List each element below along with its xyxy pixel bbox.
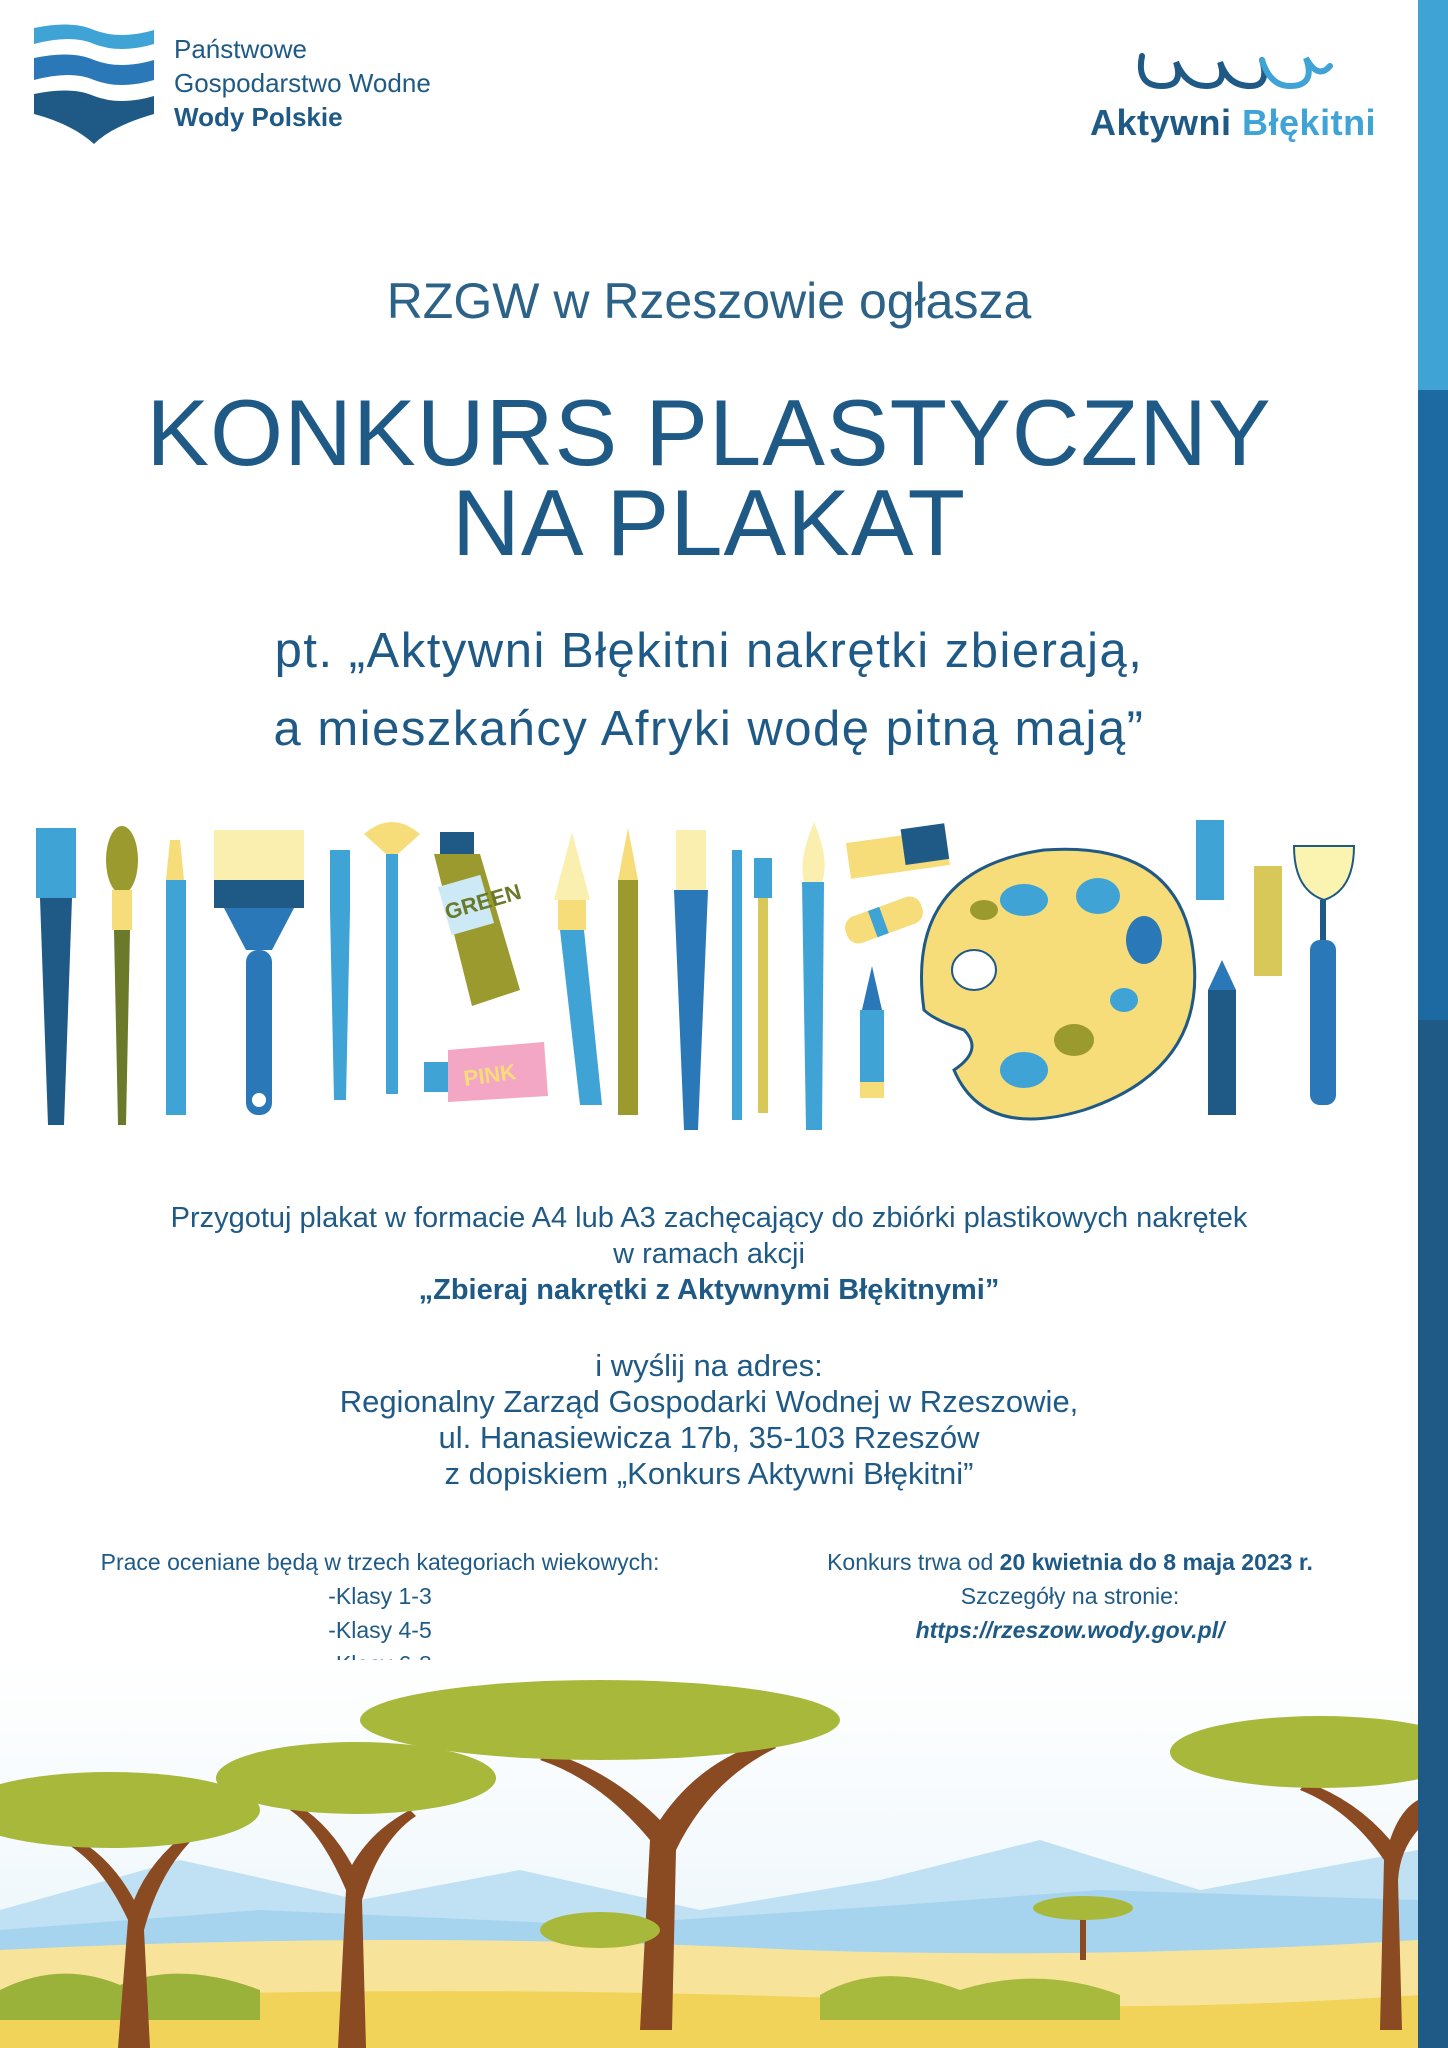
tube-pink-label: PINK <box>462 1059 518 1092</box>
brush-icon <box>754 858 772 1113</box>
instructions-line3: „Zbieraj nakrętki z Aktywnymi Błękitnymi” <box>418 1274 1000 1306</box>
subtitle-line2: a mieszkańcy Afryki wodę pitną mają” <box>273 702 1145 756</box>
brush-icon <box>106 826 138 1125</box>
address-block <box>0 1348 1418 1492</box>
contest-details: Szczegóły na stronie: <box>960 1583 1180 1609</box>
waves-shield-icon <box>32 22 157 147</box>
pink-paint-tube-icon <box>424 1042 548 1102</box>
address-line1: i wyślij na adres: <box>595 1348 823 1383</box>
instructions-block <box>0 1200 1418 1308</box>
category-item: -Klasy 4-5 <box>328 1617 432 1643</box>
wide-brush-icon <box>214 830 304 1115</box>
brush-icon <box>36 828 76 1125</box>
side-bar-mid-segment <box>1418 390 1448 1020</box>
logo-left-line2: Gospodarstwo Wodne <box>174 68 431 98</box>
brush-icon <box>732 850 742 1120</box>
contest-dates-line <box>790 1545 1350 1579</box>
category-item: -Klasy 1-3 <box>328 1583 432 1609</box>
instructions-line1: Przygotuj plakat w formacie A4 lub A3 zachęcający do zbiórki plastikowych nakrętek <box>170 1202 1248 1234</box>
tube-green-label: GREEN <box>441 878 524 925</box>
logo-left-line3: Wody Polskie <box>174 102 343 132</box>
pencil-icon <box>618 828 638 1115</box>
contest-title <box>0 380 1418 575</box>
side-bar-light-segment <box>1418 0 1448 390</box>
logo-left-line1: Państwowe <box>174 34 307 64</box>
wody-polskie-logo <box>32 22 462 152</box>
aktywni-blekitni-logo <box>1080 40 1380 150</box>
green-paint-tube-icon <box>434 832 524 1006</box>
palette-icon <box>922 849 1195 1119</box>
contest-subtitle <box>0 612 1418 768</box>
crayon-icon <box>1196 820 1236 1115</box>
announce-line: RZGW w Rzeszowie ogłasza <box>386 273 1032 329</box>
contest-info-block <box>790 1545 1350 1647</box>
side-color-bar <box>1418 0 1448 2048</box>
fan-brush-icon <box>364 822 420 1094</box>
art-supplies-illustration <box>24 810 1364 1150</box>
contest-dates-prefix: Konkurs trwa od <box>827 1549 1000 1575</box>
crayon-icon <box>1254 866 1282 976</box>
logo-right-wordmark <box>1090 102 1376 144</box>
pencil-icon <box>166 840 186 1115</box>
palette-knife-icon <box>1294 846 1354 1105</box>
brush-icon <box>554 832 602 1105</box>
address-line4: z dopiskiem „Konkurs Aktywni Błękitni” <box>444 1456 974 1491</box>
eraser-icon <box>846 823 950 879</box>
brush-icon <box>330 850 350 1100</box>
subtitle-line1 <box>0 612 1418 690</box>
brush-icon <box>674 830 708 1130</box>
title-line1: KONKURS PLASTYCZNY <box>146 380 1272 485</box>
categories-intro: Prace oceniane będą w trzech kategoriach wiekowych: <box>100 1549 660 1575</box>
swirl-waves-icon <box>1080 40 1380 100</box>
savanna-landscape-illustration <box>0 1660 1418 2048</box>
address-line2: Regionalny Zarząd Gospodarki Wodnej w Rzeszowie, <box>339 1384 1079 1419</box>
title-line2: NA PLAKAT <box>451 470 967 575</box>
subtitle-pt: pt. <box>274 624 334 678</box>
small-tube-icon <box>842 893 927 947</box>
contest-url-link[interactable]: https://rzeszow.wody.gov.pl/ <box>915 1617 1225 1643</box>
contest-dates: 20 kwietnia do 8 maja 2023 r. <box>999 1549 1313 1575</box>
pencil-icon <box>860 966 884 1098</box>
logo-right-word-dark: Aktywni <box>1090 102 1243 143</box>
brush-icon <box>802 822 825 1130</box>
logo-right-word-light: Błękitni <box>1242 102 1377 143</box>
instructions-line2: w ramach akcji <box>613 1238 805 1270</box>
address-line3: ul. Hanasiewicza 17b, 35-103 Rzeszów <box>438 1420 980 1455</box>
subtitle-line1-text: „Aktywni Błękitni nakrętki zbierają, <box>348 624 1144 678</box>
